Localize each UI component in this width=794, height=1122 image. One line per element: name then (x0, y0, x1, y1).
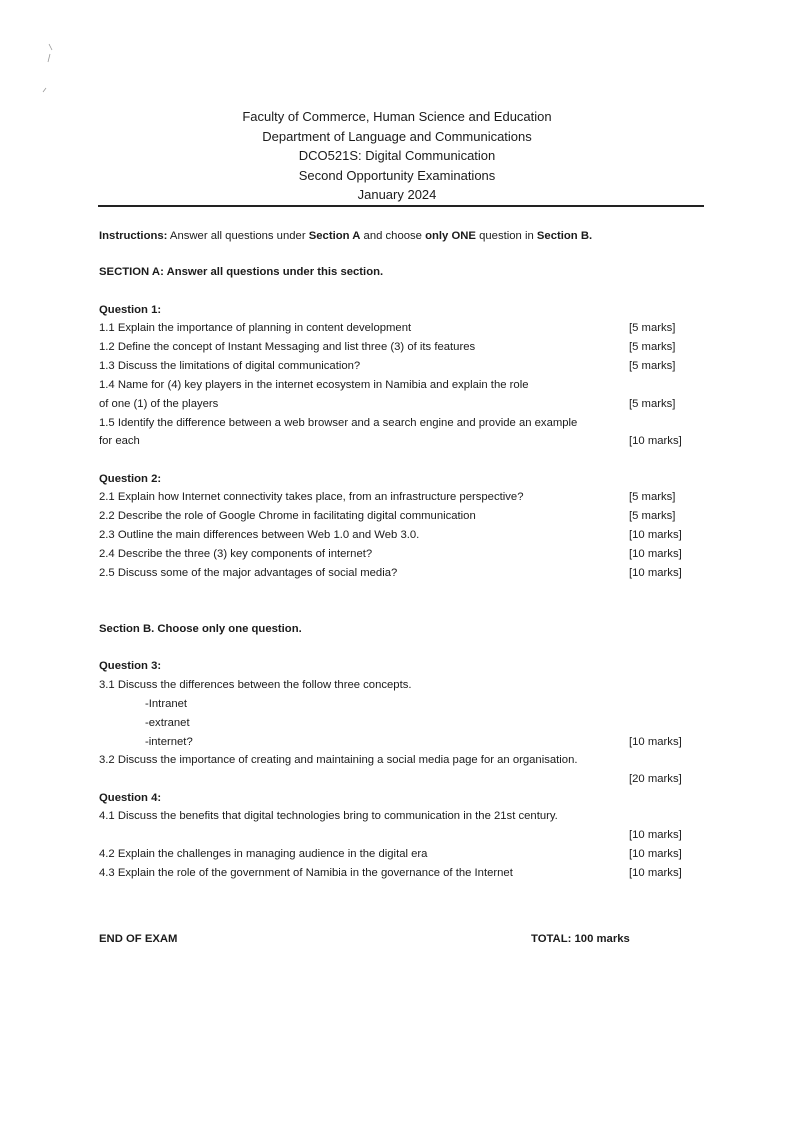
concept-internet: -internet? (145, 736, 193, 748)
marks-1-2: [5 marks] (629, 341, 676, 353)
marks-1-4: [5 marks] (629, 398, 676, 410)
question-2-1: 2.1 Explain how Internet connectivity takes place, from an infrastructure perspective? (99, 491, 524, 503)
question-1-title: Question 1: (99, 304, 162, 316)
concept-extranet: -extranet (145, 717, 190, 729)
question-2-2: 2.2 Describe the role of Google Chrome in facilitating digital communication (99, 510, 476, 522)
question-2-4: 2.4 Describe the three (3) key components of internet? (99, 548, 373, 560)
marks-4-1: [10 marks] (629, 829, 682, 841)
pen-mark (40, 40, 58, 100)
question-1-1: 1.1 Explain the importance of planning in content development (99, 322, 412, 334)
course-title: DCO521S: Digital Communication (298, 148, 496, 163)
exam-date: January 2024 (357, 187, 437, 202)
marks-3-2: [20 marks] (629, 773, 682, 785)
department-name: Department of Language and Communications (262, 128, 532, 144)
question-3-2: 3.2 Discuss the importance of creating and maintaining a social media page for an organisation. (99, 754, 578, 766)
concept-intranet: -Intranet (145, 698, 188, 710)
marks-1-5: [10 marks] (629, 435, 682, 447)
marks-4-2: [10 marks] (629, 848, 682, 860)
question-1-5-line2: for each (99, 435, 140, 447)
question-4-3: 4.3 Explain the role of the government of Namibia in the governance of the Internet (99, 867, 513, 879)
marks-2-4: [10 marks] (629, 548, 682, 560)
question-1-5-line1: 1.5 Identify the difference between a web browser and a search engine and provide an example (99, 417, 578, 429)
total-marks: TOTAL: 100 marks (531, 933, 630, 945)
marks-3-1: [10 marks] (629, 736, 682, 748)
marks-2-3: [10 marks] (629, 529, 682, 541)
question-4-2: 4.2 Explain the challenges in managing audience in the digital era (99, 848, 428, 860)
question-4-1: 4.1 Discuss the benefits that digital technologies bring to communication in the 21st century. (99, 810, 558, 822)
faculty-name: Faculty of Commerce, Human Science and Education (242, 109, 552, 124)
exam-title: Second Opportunity Examinations (298, 167, 496, 183)
question-3-1: 3.1 Discuss the differences between the follow three concepts. (99, 679, 412, 691)
marks-2-5: [10 marks] (629, 567, 682, 579)
marks-1-3: [5 marks] (629, 360, 676, 372)
question-1-4-line1: 1.4 Name for (4) key players in the internet ecosystem in Namibia and explain the role (99, 379, 529, 391)
question-2-3: 2.3 Outline the main differences between Web 1.0 and Web 3.0. (99, 529, 420, 541)
end-of-exam: END OF EXAM (99, 933, 178, 945)
question-3-title: Question 3: (99, 660, 162, 672)
question-2-5: 2.5 Discuss some of the major advantages of social media? (99, 567, 398, 579)
exam-header (0, 107, 794, 205)
instructions: Instructions: Answer all questions under Section A and choose only ONE question in Section B. (99, 230, 593, 242)
marks-4-3: [10 marks] (629, 867, 682, 879)
section-a-heading: SECTION A: Answer all questions under this section. (99, 266, 384, 278)
section-b-heading: Section B. Choose only one question. (99, 623, 302, 635)
question-1-3: 1.3 Discuss the limitations of digital communication? (99, 360, 361, 372)
question-1-2: 1.2 Define the concept of Instant Messaging and list three (3) of its features (99, 341, 476, 353)
marks-2-1: [5 marks] (629, 491, 676, 503)
question-4-title: Question 4: (99, 792, 162, 804)
question-1-4-line2: of one (1) of the players (99, 398, 219, 410)
question-2-title: Question 2: (99, 473, 162, 485)
marks-2-2: [5 marks] (629, 510, 676, 522)
marks-1-1: [5 marks] (629, 322, 676, 334)
header-divider (98, 205, 704, 207)
